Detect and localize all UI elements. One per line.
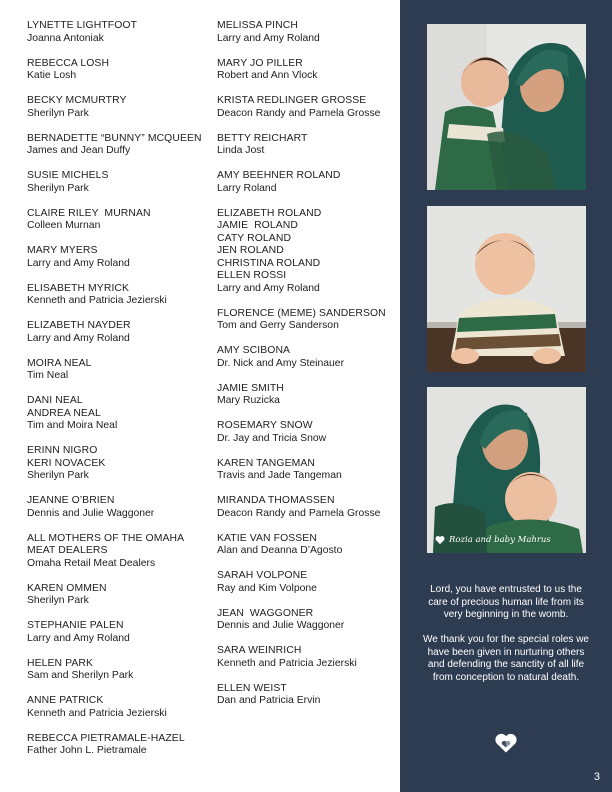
- honoree-name: KRISTA REDLINGER GROSSE: [217, 95, 367, 106]
- donor-name: Omaha Retail Meat Dealers: [27, 557, 156, 569]
- honoree-name: KAREN OMMEN: [27, 582, 107, 594]
- donor-name: Kenneth and Patricia Jezierski: [27, 707, 167, 719]
- prayer-text: [422, 584, 590, 697]
- honoree-name: STEPHANIE PALEN: [27, 620, 124, 631]
- donor-name: Alan and Deanna D’Agosto: [217, 545, 343, 556]
- honoree-name: BETTY REICHART: [217, 132, 308, 144]
- photo-caption-text: Rozia and baby Mahrus: [449, 535, 551, 545]
- honoree-name: KATIE VAN FOSSEN: [217, 532, 317, 544]
- tribute-entry: [217, 58, 397, 83]
- tribute-entry: [27, 733, 212, 758]
- honoree-name: AMY BEEHNER ROLAND: [217, 170, 341, 181]
- honoree-name: JEANNE O’BRIEN: [27, 495, 115, 506]
- donor-name: Mary Ruzicka: [217, 395, 280, 406]
- tribute-entry: [27, 533, 212, 571]
- donor-name: Deacon Randy and Pamela Grosse: [217, 107, 381, 119]
- honoree-name: JAMIE SMITH: [217, 382, 284, 394]
- honoree-name: FLORENCE (MEME) SANDERSON: [217, 307, 386, 319]
- tribute-entry: [217, 683, 397, 708]
- honoree-name: BECKY MCMURTRY: [27, 95, 127, 106]
- honoree-name: MOIRA NEAL: [27, 357, 92, 369]
- donor-name: Dennis and Julie Waggoner: [27, 507, 155, 519]
- donor-name: Ray and Kim Volpone: [217, 582, 317, 594]
- tribute-entry: [27, 495, 212, 520]
- donor-name: Larry and Amy Roland: [217, 32, 320, 44]
- honoree-name: ELIZABETH ROLAND JAMIE ROLAND CATY ROLAND JEN ROLAND CHRISTINA ROLAND ELLEN ROSSI: [217, 207, 322, 281]
- tribute-entry: [27, 358, 212, 383]
- tribute-entry: [217, 495, 397, 520]
- tribute-entry: [217, 645, 397, 670]
- heart-logo-icon: [494, 733, 518, 753]
- honoree-name: AMY SCIBONA: [217, 345, 291, 356]
- tribute-entry: [217, 570, 397, 595]
- tribute-entry: [217, 608, 397, 633]
- donor-name: Dennis and Julie Waggoner: [217, 620, 345, 631]
- honoree-name: HELEN PARK: [27, 657, 94, 669]
- honoree-name: MARY JO PILLER: [217, 57, 303, 69]
- tribute-entry: [27, 583, 212, 608]
- tribute-entry: [27, 133, 212, 158]
- tribute-entry: [217, 308, 397, 333]
- tribute-entry: [217, 20, 397, 45]
- tribute-entry: [217, 170, 397, 195]
- donor-name: Sherilyn Park: [27, 182, 89, 194]
- donor-name: Linda Jost: [217, 145, 265, 156]
- photo-baby-crawling: [427, 206, 586, 372]
- tribute-entry: [27, 245, 212, 270]
- tribute-entry: [27, 208, 212, 233]
- tribute-entry: [27, 20, 212, 45]
- tribute-entry: [27, 283, 212, 308]
- sidebar: [400, 0, 612, 792]
- honoree-name: REBECCA PIETRAMALE-HAZEL: [27, 732, 185, 744]
- prayer-paragraph-1: Lord, you have entrusted to us the care of precious human life from its very beginning in the womb.: [428, 584, 584, 620]
- donor-name: James and Jean Duffy: [27, 145, 131, 156]
- donor-name: Larry and Amy Roland: [27, 632, 130, 644]
- tribute-entry: [217, 533, 397, 558]
- donor-name: Robert and Ann Vlock: [217, 70, 318, 81]
- tribute-entry: [27, 445, 212, 483]
- honoree-name: MARY MYERS: [27, 245, 98, 256]
- honoree-name: SARAH VOLPONE: [217, 570, 308, 581]
- donor-name: Larry and Amy Roland: [217, 282, 320, 294]
- honoree-name: MIRANDA THOMASSEN: [217, 495, 335, 506]
- photo-baby-crawling-image: [427, 206, 586, 372]
- donor-name: Larry and Amy Roland: [27, 257, 130, 269]
- honoree-name: KAREN TANGEMAN: [217, 457, 316, 469]
- tribute-entry: [27, 95, 212, 120]
- photo-caption: [435, 535, 551, 545]
- honoree-name: ELISABETH MYRICK: [27, 282, 130, 294]
- prayer-paragraph-2: We thank you for the special roles we have been given in nurturing others and defending the sanctity of all life from conception to natural death.: [422, 634, 589, 683]
- honoree-name: LYNETTE LIGHTFOOT: [27, 20, 138, 31]
- donor-name: Tom and Gerry Sanderson: [217, 320, 339, 331]
- honoree-name: DANI NEAL ANDREA NEAL: [27, 395, 101, 419]
- honoree-name: SUSIE MICHELS: [27, 170, 109, 181]
- donor-name: Kenneth and Patricia Jezierski: [27, 295, 167, 306]
- tribute-entry: [217, 458, 397, 483]
- donor-name: Larry and Amy Roland: [27, 332, 130, 344]
- donor-name: Sherilyn Park: [27, 595, 89, 606]
- tribute-entry: [27, 58, 212, 83]
- honoree-name: CLAIRE RILEY MURNAN: [27, 207, 151, 219]
- honoree-name: ELLEN WEIST: [217, 682, 287, 694]
- tribute-entry: [217, 383, 397, 408]
- photo-mother-and-baby-captioned-image: [427, 387, 586, 553]
- tribute-entry: [27, 620, 212, 645]
- tribute-entry: [27, 170, 212, 195]
- tribute-entry: [27, 658, 212, 683]
- honoree-name: SARA WEINRICH: [217, 645, 302, 656]
- donor-name: Dr. Nick and Amy Steinauer: [217, 357, 345, 369]
- donor-name: Deacon Randy and Pamela Grosse: [217, 507, 381, 519]
- donor-name: Travis and Jade Tangeman: [217, 470, 342, 481]
- tribute-entry: [27, 395, 212, 433]
- photo-mother-and-baby: [427, 24, 586, 190]
- honoree-name: ELIZABETH NAYDER: [27, 320, 131, 331]
- honoree-name: ERINN NIGRO KERI NOVACEK: [27, 445, 106, 469]
- tribute-column-left: [27, 20, 212, 770]
- honoree-name: ANNE PATRICK: [27, 695, 104, 706]
- photo-mother-and-baby-captioned: [427, 387, 586, 553]
- honoree-name: JEAN WAGGONER: [217, 607, 314, 619]
- donor-name: Father John L. Pietramale: [27, 745, 147, 756]
- donor-name: Colleen Murnan: [27, 220, 101, 231]
- honoree-name: ROSEMARY SNOW: [217, 420, 313, 431]
- honoree-name: ALL MOTHERS OF THE OMAHA MEAT DEALERS: [27, 532, 185, 556]
- donor-name: Sam and Sherilyn Park: [27, 670, 134, 681]
- donor-name: Joanna Antoniak: [27, 32, 104, 44]
- heart-icon: [435, 535, 445, 545]
- tribute-entry: [217, 133, 397, 158]
- tribute-entry: [27, 320, 212, 345]
- tribute-entry: [217, 208, 397, 296]
- photo-mother-and-baby-image: [427, 24, 586, 190]
- donor-name: Dan and Patricia Ervin: [217, 695, 321, 706]
- page-number: 3: [593, 771, 600, 783]
- tribute-entry: [27, 695, 212, 720]
- tribute-entry: [217, 345, 397, 370]
- donor-name: Tim Neal: [27, 370, 69, 381]
- tribute-column-middle: [217, 20, 397, 720]
- donor-name: Tim and Moira Neal: [27, 420, 118, 431]
- donor-name: Larry Roland: [217, 182, 277, 194]
- donor-name: Sherilyn Park: [27, 107, 89, 119]
- donor-name: Kenneth and Patricia Jezierski: [217, 657, 357, 669]
- honoree-name: BERNADETTE “BUNNY” MCQUEEN: [27, 132, 202, 144]
- honoree-name: MELISSA PINCH: [217, 20, 298, 31]
- donor-name: Dr. Jay and Tricia Snow: [217, 432, 327, 444]
- honoree-name: REBECCA LOSH: [27, 57, 110, 69]
- tribute-entry: [217, 95, 397, 120]
- donor-name: Katie Losh: [27, 70, 77, 81]
- donor-name: Sherilyn Park: [27, 470, 89, 481]
- tribute-entry: [217, 420, 397, 445]
